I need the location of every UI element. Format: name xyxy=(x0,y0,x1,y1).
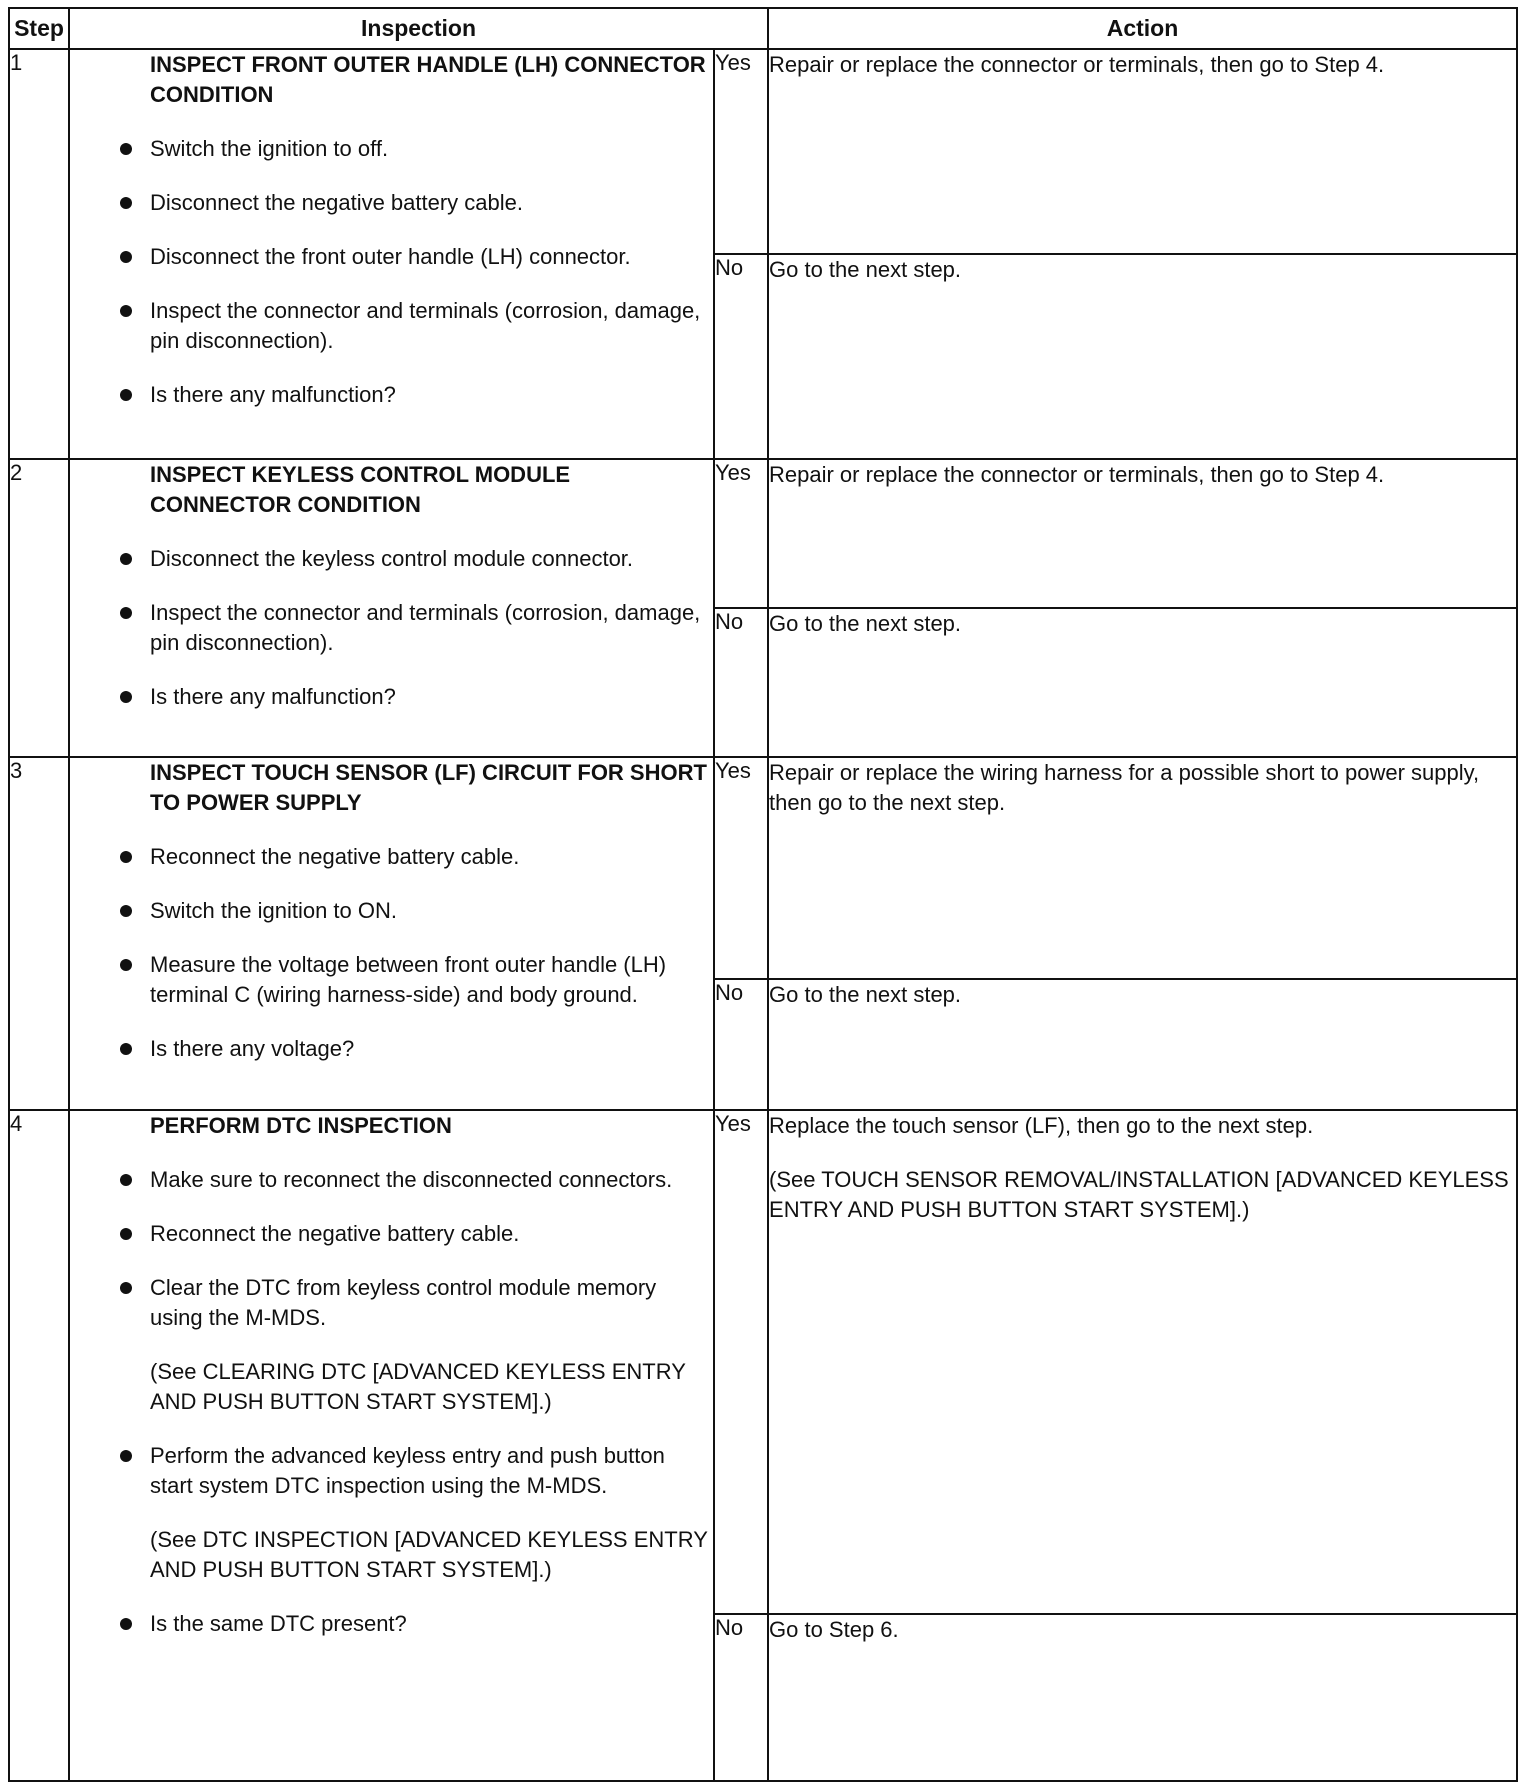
reference-note: (See TOUCH SENSOR REMOVAL/INSTALLATION [ADVANCED KEYLESS ENTRY AND PUSH BUTTON START SYSTEM].) xyxy=(769,1167,1509,1222)
yes-action: Repair or replace the wiring harness for a possible short to power supply, then go to the next step. xyxy=(768,757,1517,979)
bullet-icon xyxy=(120,389,132,401)
list-item: Disconnect the negative battery cable. xyxy=(70,188,713,218)
no-label: No xyxy=(714,254,768,459)
bullet-icon xyxy=(120,197,132,209)
list-item: Is there any voltage? xyxy=(70,1034,713,1064)
list-item: Make sure to reconnect the disconnected connectors. xyxy=(70,1165,713,1195)
yes-action: Repair or replace the connector or terminals, then go to Step 4. xyxy=(768,49,1517,254)
bullet-icon xyxy=(120,691,132,703)
list-item: Switch the ignition to ON. xyxy=(70,896,713,926)
inspection-cell xyxy=(69,459,714,757)
inspection-cell xyxy=(69,757,714,1110)
list-item: Inspect the connector and terminals (corrosion, damage, pin disconnection). xyxy=(70,598,713,658)
bullet-icon xyxy=(120,553,132,565)
no-label: No xyxy=(714,608,768,757)
list-item: Switch the ignition to off. xyxy=(70,134,713,164)
list-item: Reconnect the negative battery cable. xyxy=(70,1219,713,1249)
yes-label: Yes xyxy=(714,49,768,254)
step-row xyxy=(9,459,1517,608)
yes-label: Yes xyxy=(714,757,768,979)
bullet-icon xyxy=(120,1618,132,1630)
step-title: INSPECT KEYLESS CONTROL MODULE CONNECTOR CONDITION xyxy=(150,462,571,517)
list-item: Is there any malfunction? xyxy=(70,380,713,410)
bullet-icon xyxy=(120,607,132,619)
step-number: 4 xyxy=(9,1110,69,1781)
bullet-icon xyxy=(120,851,132,863)
list-item: Inspect the connector and terminals (corrosion, damage, pin disconnection). xyxy=(70,296,713,356)
no-label: No xyxy=(714,1614,768,1781)
step-row xyxy=(9,1110,1517,1614)
no-action: Go to the next step. xyxy=(768,254,1517,459)
list-item: Disconnect the keyless control module connector. xyxy=(70,544,713,574)
no-action: Go to the next step. xyxy=(768,608,1517,757)
bullet-icon xyxy=(120,1043,132,1055)
step-number: 1 xyxy=(9,49,69,459)
header-row xyxy=(9,8,1517,49)
no-action: Go to Step 6. xyxy=(768,1614,1517,1781)
list-item: Disconnect the front outer handle (LH) connector. xyxy=(70,242,713,272)
yes-action: Replace the touch sensor (LF), then go to the next step. (See TOUCH SENSOR REMOVAL/INSTALLATION [ADVANCED KEYLESS ENTRY AND PUSH BUTTON START SYSTEM].) xyxy=(768,1110,1517,1614)
bullet-icon xyxy=(120,1174,132,1186)
yes-label: Yes xyxy=(714,459,768,608)
inspection-table xyxy=(8,7,1518,1782)
step-row xyxy=(9,49,1517,254)
bullet-icon xyxy=(120,1450,132,1462)
no-label: No xyxy=(714,979,768,1110)
list-item: Measure the voltage between front outer handle (LH) terminal C (wiring harness-side) and body ground. xyxy=(70,950,713,1010)
bullet-icon xyxy=(120,305,132,317)
bullet-icon xyxy=(120,1228,132,1240)
bullet-icon xyxy=(120,1282,132,1294)
step-number: 3 xyxy=(9,757,69,1110)
list-item: Perform the advanced keyless entry and push button start system DTC inspection using the M-MDS. xyxy=(70,1441,713,1501)
yes-action: Repair or replace the connector or terminals, then go to Step 4. xyxy=(768,459,1517,608)
inspection-cell xyxy=(69,1110,714,1781)
bullet-icon xyxy=(120,251,132,263)
bullet-icon xyxy=(120,143,132,155)
step-number: 2 xyxy=(9,459,69,757)
yes-label: Yes xyxy=(714,1110,768,1614)
header-action: Action xyxy=(768,8,1517,49)
list-item: Is there any malfunction? xyxy=(70,682,713,712)
inspection-cell xyxy=(69,49,714,459)
list-item: Is the same DTC present? xyxy=(70,1609,713,1639)
bullet-icon xyxy=(120,959,132,971)
step-title: INSPECT FRONT OUTER HANDLE (LH) CONNECTOR CONDITION xyxy=(150,52,706,107)
no-action: Go to the next step. xyxy=(768,979,1517,1110)
step-title: INSPECT TOUCH SENSOR (LF) CIRCUIT FOR SHORT TO POWER SUPPLY xyxy=(150,760,707,815)
step-row xyxy=(9,757,1517,979)
list-item: Reconnect the negative battery cable. xyxy=(70,842,713,872)
step-title: PERFORM DTC INSPECTION xyxy=(150,1113,452,1138)
header-step: Step xyxy=(9,8,69,49)
bullet-icon xyxy=(120,905,132,917)
reference-note: (See CLEARING DTC [ADVANCED KEYLESS ENTRY AND PUSH BUTTON START SYSTEM].) xyxy=(150,1359,686,1414)
list-item: Clear the DTC from keyless control module memory using the M-MDS. xyxy=(70,1273,713,1333)
header-inspection: Inspection xyxy=(69,8,768,49)
reference-note: (See DTC INSPECTION [ADVANCED KEYLESS ENTRY AND PUSH BUTTON START SYSTEM].) xyxy=(150,1527,708,1582)
